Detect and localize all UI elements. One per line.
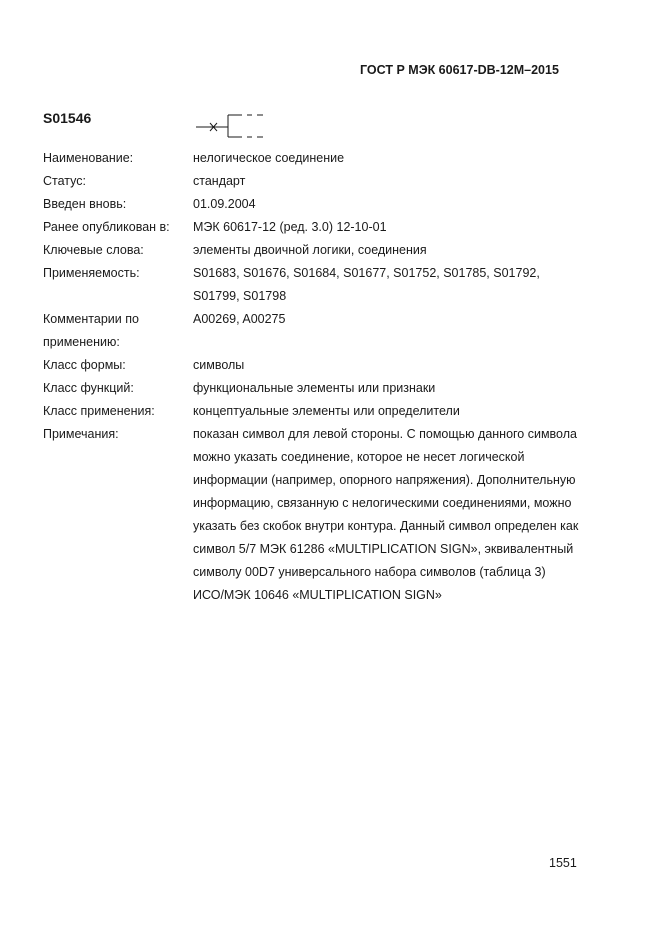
- field-name: [43, 147, 623, 170]
- field-form-class: [43, 354, 623, 377]
- field-value: нелогическое соединение: [193, 151, 345, 165]
- field-value: S01683, S01676, S01684, S01677, S01752, S01785, S01792,: [193, 266, 540, 280]
- field-value: указать без скобок внутри контура. Данный символ определен как: [193, 519, 579, 533]
- document-header: ГОСТ Р МЭК 60617-DB-12M–2015: [360, 63, 559, 77]
- field-value: элементы двоичной логики, соединения: [193, 243, 427, 257]
- field-application-class: [43, 400, 623, 423]
- field-previously-published: [43, 216, 623, 239]
- field-label: применению:: [43, 335, 120, 349]
- field-value: информации (например, опорного напряжения). Дополнительную: [193, 473, 576, 487]
- field-value: A00269, A00275: [193, 312, 286, 326]
- field-label: Класс функций:: [43, 381, 134, 395]
- field-value: ИСО/МЭК 10646 «MULTIPLICATION SIGN»: [193, 588, 442, 602]
- field-applicability: [43, 262, 623, 308]
- field-introduced: [43, 193, 623, 216]
- field-value: концептуальные элементы или определители: [193, 404, 460, 418]
- symbol-code: S01546: [43, 110, 92, 126]
- field-value: стандарт: [193, 174, 246, 188]
- field-label: Ранее опубликован в:: [43, 220, 170, 234]
- field-value: функциональные элементы или признаки: [193, 381, 436, 395]
- field-label: Комментарии по: [43, 312, 139, 326]
- page-number: 1551: [549, 856, 577, 870]
- field-value: символу 00D7 универсального набора символов (таблица 3): [193, 565, 546, 579]
- field-label: Класс применения:: [43, 404, 155, 418]
- field-notes: [43, 423, 623, 607]
- non-logic-connection-symbol: [194, 108, 270, 142]
- field-keywords: [43, 239, 623, 262]
- field-function-class: [43, 377, 623, 400]
- field-value: 01.09.2004: [193, 197, 256, 211]
- field-label: Класс формы:: [43, 358, 126, 372]
- field-label: Введен вновь:: [43, 197, 127, 211]
- field-label: Статус:: [43, 174, 86, 188]
- field-value: показан символ для левой стороны. С помощью данного символа: [193, 427, 577, 441]
- field-label: Ключевые слова:: [43, 243, 144, 257]
- field-label: Примечания:: [43, 427, 119, 441]
- symbol-attributes: [43, 147, 623, 607]
- field-value: информацию, связанную с нелогическими соединениями, можно: [193, 496, 572, 510]
- field-value: S01799, S01798: [193, 289, 287, 303]
- field-value: МЭК 60617-12 (ред. 3.0) 12-10-01: [193, 220, 387, 234]
- field-status: [43, 170, 623, 193]
- field-application-comments: [43, 308, 623, 354]
- field-label: Наименование:: [43, 151, 134, 165]
- field-value: символ 5/7 МЭК 61286 «MULTIPLICATION SIGN», эквивалентный: [193, 542, 574, 556]
- field-label: Применяемость:: [43, 266, 140, 280]
- field-value: можно указать соединение, которое не несет логической: [193, 450, 525, 464]
- field-value: символы: [193, 358, 245, 372]
